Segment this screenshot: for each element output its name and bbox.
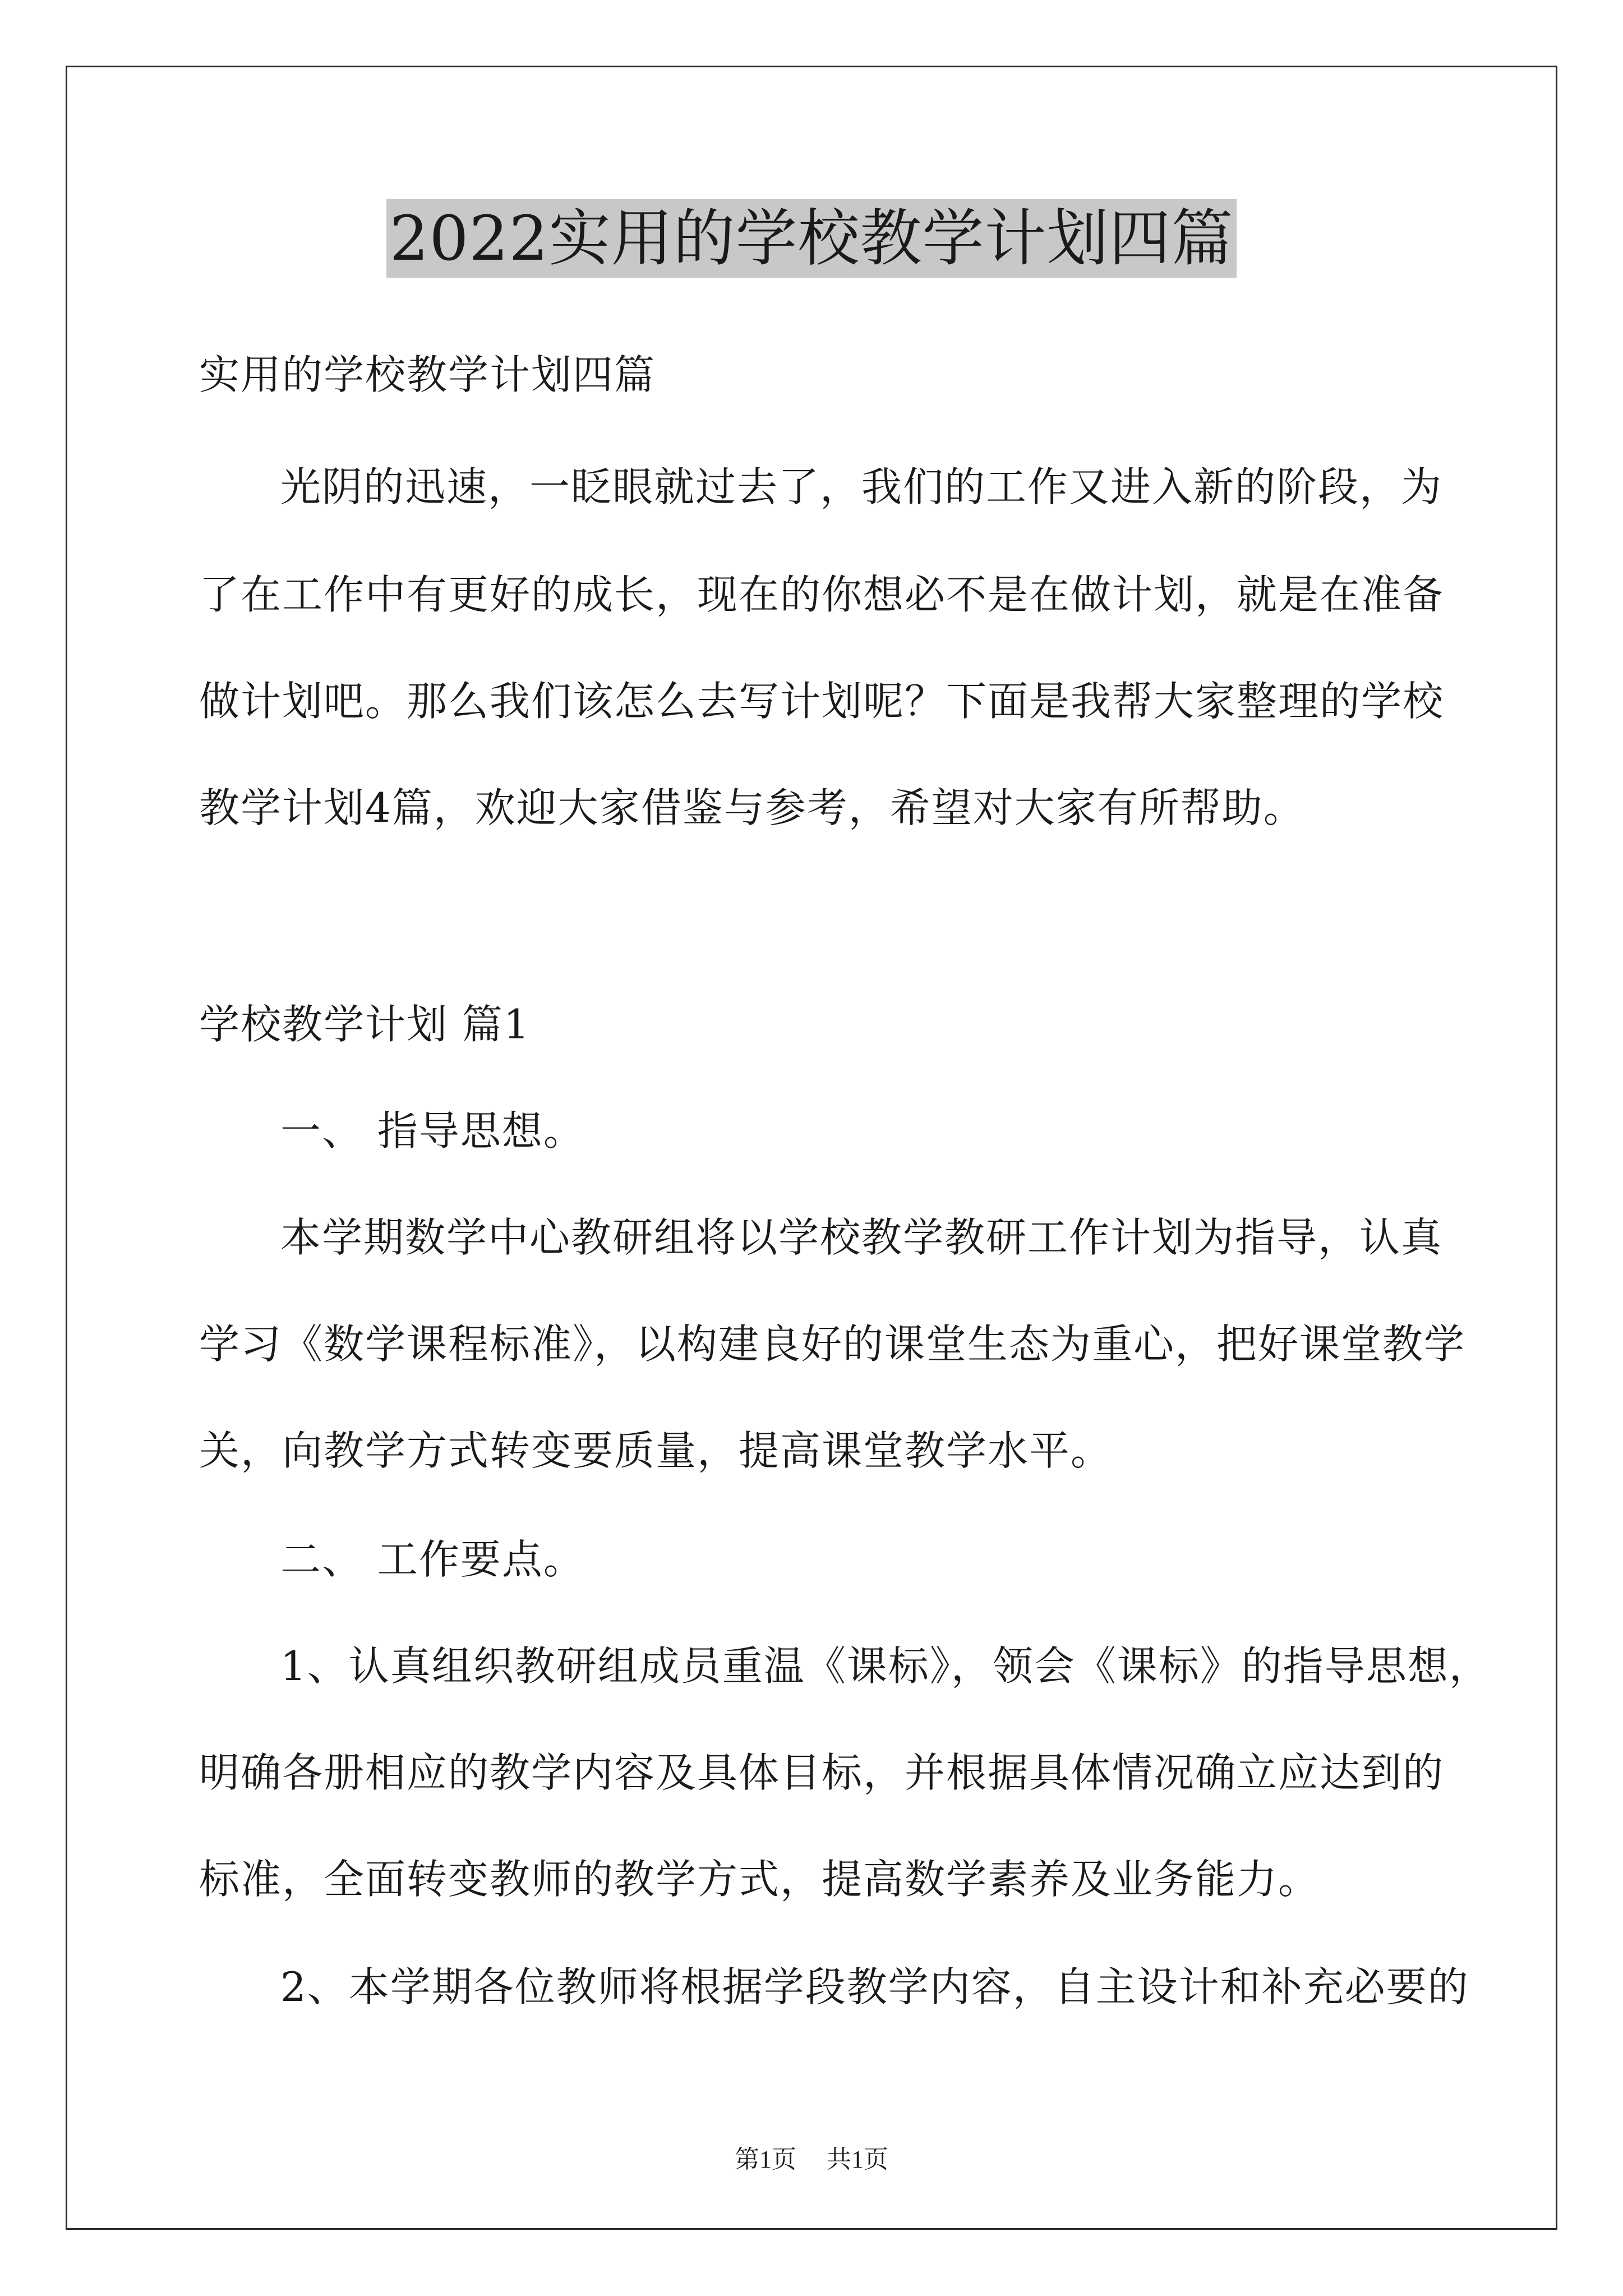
part1-heading: 一、 指导思想。 xyxy=(280,1107,585,1154)
part1-line-2: 学习《数学课程标准》，以构建良好的课堂生态为重心，把好课堂教学 xyxy=(199,1320,1466,1368)
part1-line-1: 本学期数学中心教研组将以学校教学教研工作计划为指导，认真 xyxy=(280,1214,1443,1261)
title-container xyxy=(0,199,1623,278)
point1-line-3: 标准，全面转变教师的教学方式，提高数学素养及业务能力。 xyxy=(199,1856,1320,1903)
page-footer xyxy=(0,2143,1623,2177)
intro-line-4: 教学计划4篇，欢迎大家借鉴与参考，希望对大家有所帮助。 xyxy=(199,784,1305,831)
part2-heading: 二、 工作要点。 xyxy=(280,1536,585,1583)
intro-line-3: 做计划吧。那么我们该怎么去写计划呢？下面是我帮大家整理的学校 xyxy=(199,678,1445,725)
document-title: 2022实用的学校教学计划四篇 xyxy=(386,199,1237,278)
intro-line-2: 了在工作中有更好的成长，现在的你想必不是在做计划，就是在准备 xyxy=(199,571,1445,618)
page-total: 共1页 xyxy=(827,2146,888,2173)
part1-line-3: 关，向教学方式转变要质量，提高课堂教学水平。 xyxy=(199,1427,1113,1474)
intro-line-1: 光阴的迅速，一眨眼就过去了，我们的工作又进入新的阶段，为 xyxy=(280,463,1443,510)
section-heading: 学校教学计划 篇1 xyxy=(199,1001,531,1048)
point1-line-1: 1、认真组织教研组成员重温《课标》，领会《课标》的指导思想， xyxy=(280,1642,1491,1690)
document-subtitle: 实用的学校教学计划四篇 xyxy=(199,351,656,398)
point2-line-1: 2、本学期各位教师将根据学段教学内容，自主设计和补充必要的 xyxy=(280,1963,1469,2010)
page-current: 第1页 xyxy=(735,2146,796,2173)
point1-line-2: 明确各册相应的教学内容及具体目标，并根据具体情况确立应达到的 xyxy=(199,1749,1445,1796)
